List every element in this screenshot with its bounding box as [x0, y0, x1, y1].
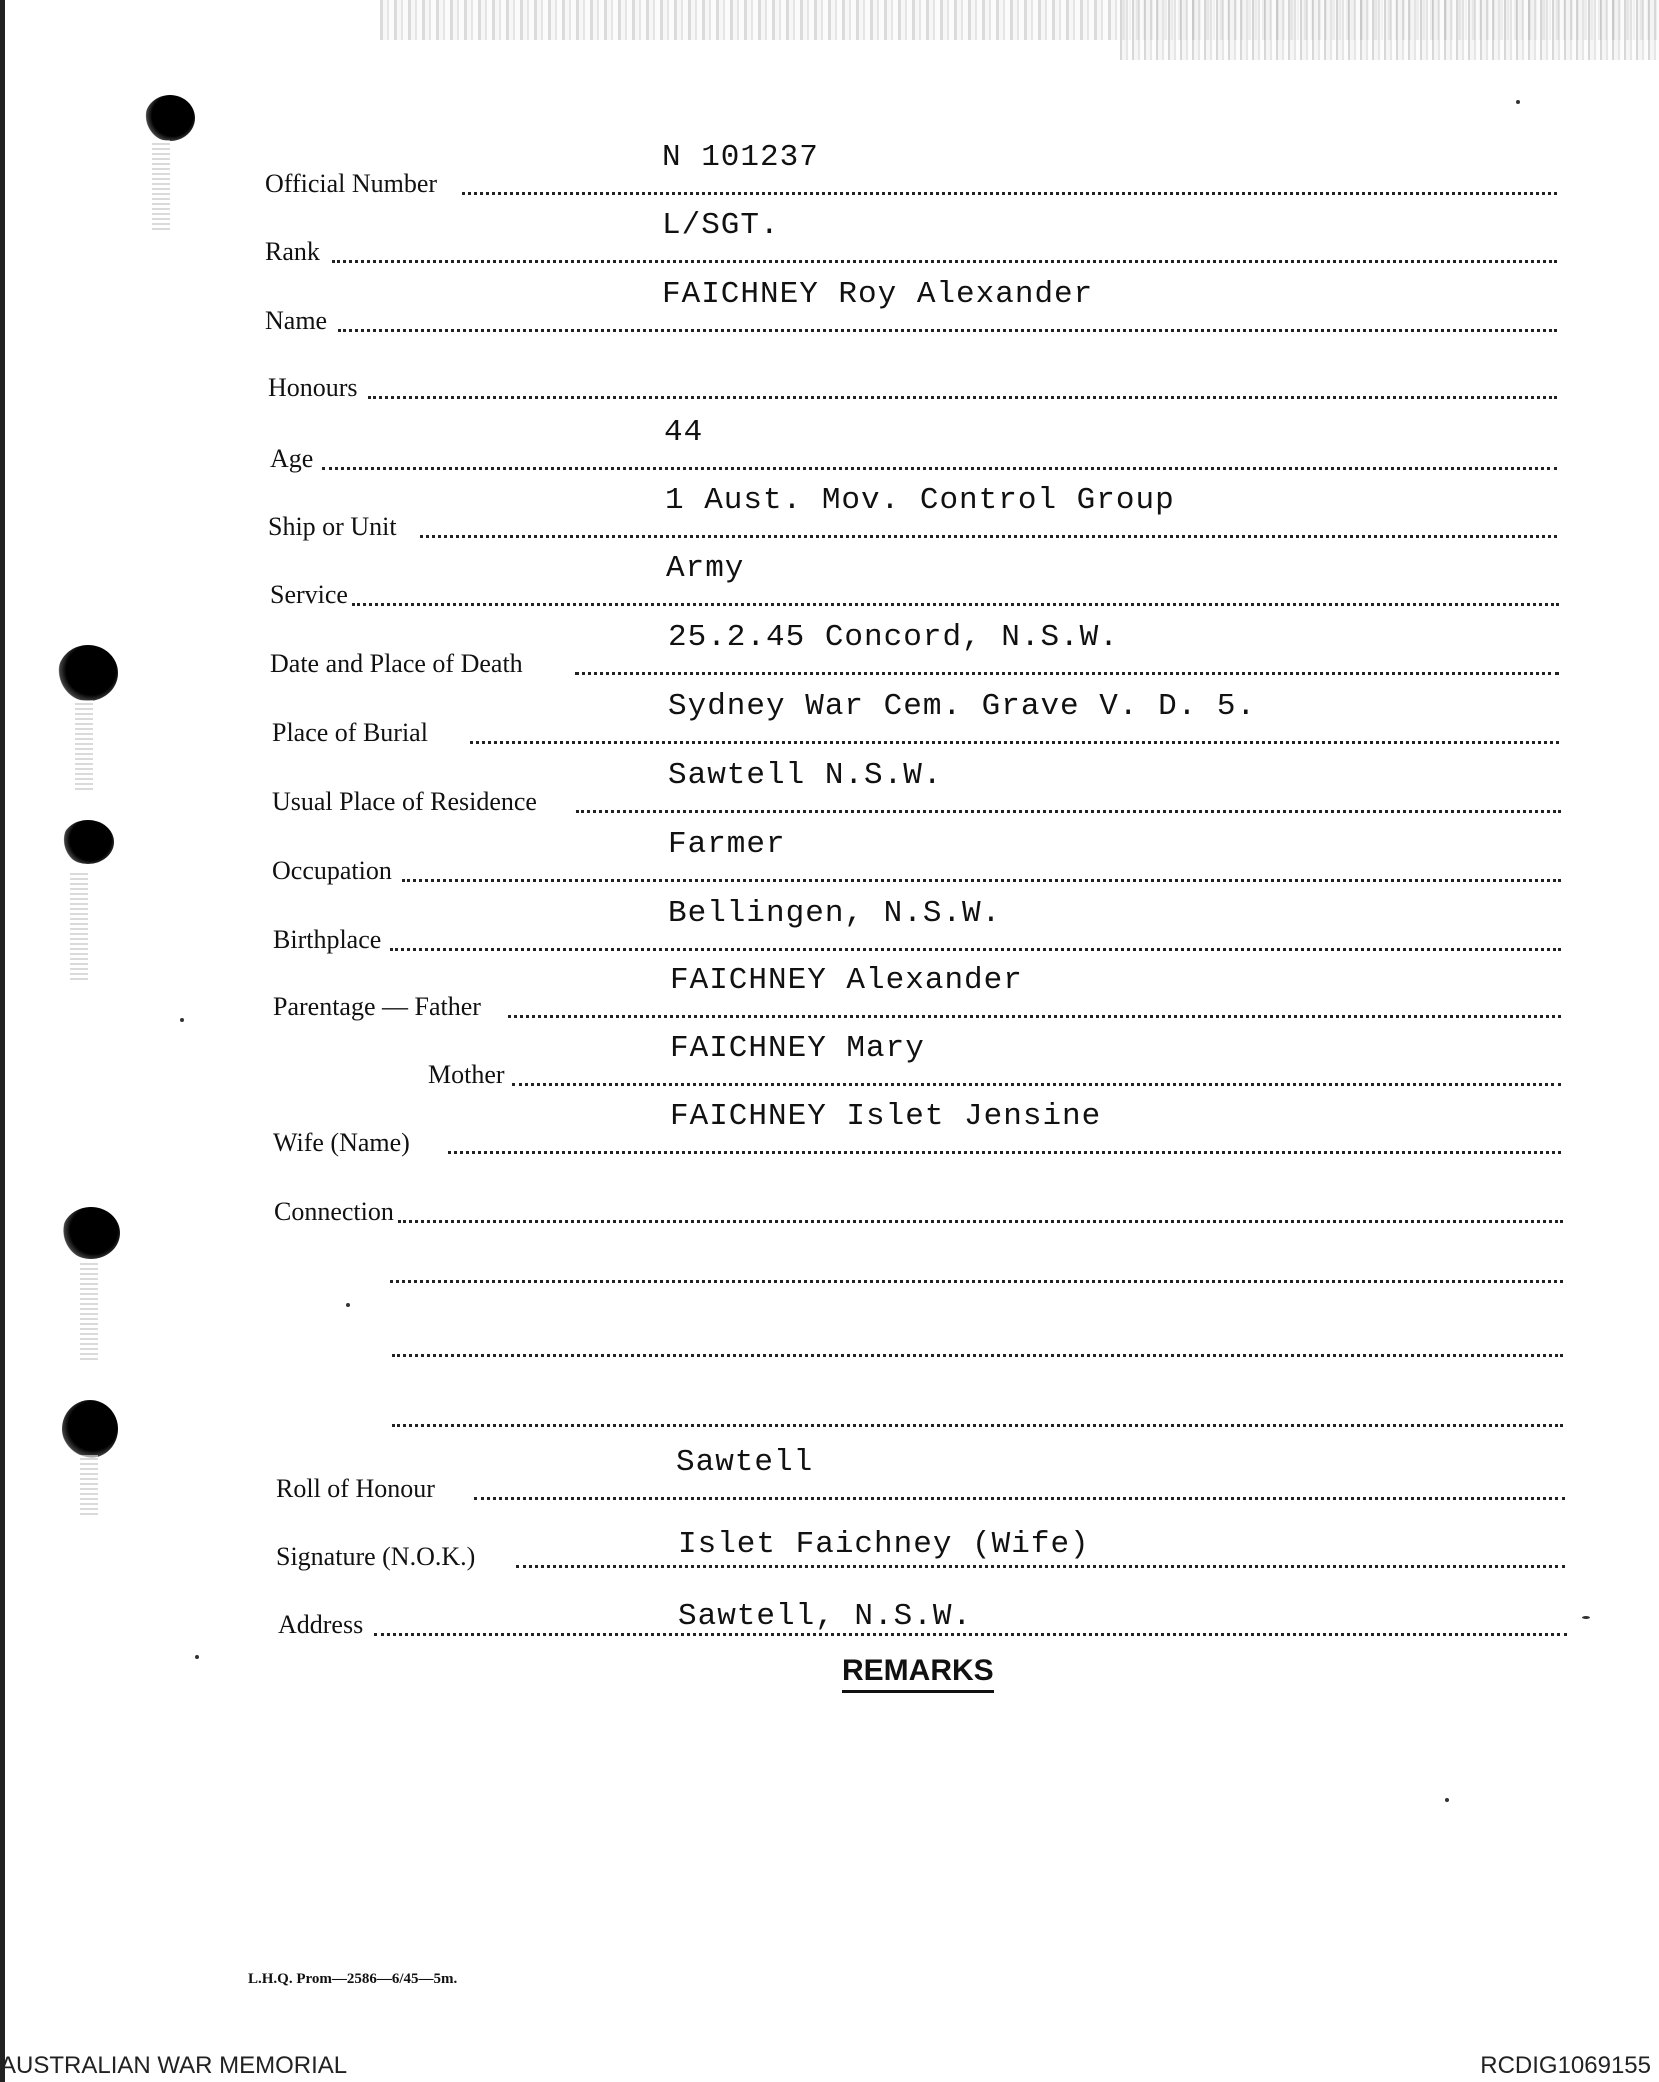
value-signature-nok: Islet Faichney (Wife): [678, 1527, 1090, 1562]
label-wife: Wife (Name): [273, 1128, 410, 1157]
dotted-line: [470, 741, 1559, 744]
remarks-heading: REMARKS: [842, 1654, 994, 1693]
value-father: FAICHNEY Alexander: [670, 963, 1023, 998]
scan-speck: [180, 1018, 184, 1022]
row-father: [0, 950, 1659, 1020]
scan-speck: [1582, 1616, 1590, 1619]
value-birthplace: Bellingen, N.S.W.: [668, 896, 1002, 931]
value-usual-residence: Sawtell N.S.W.: [668, 758, 943, 793]
label-rank: Rank: [265, 237, 320, 266]
footer-record-id: RCDIG1069155: [1480, 2052, 1651, 2079]
row-honours: [0, 331, 1659, 401]
label-address: Address: [278, 1610, 364, 1639]
label-mother: Mother: [428, 1060, 505, 1089]
dotted-line: [575, 672, 1559, 675]
value-service: Army: [666, 551, 745, 586]
row-date-place-death: [0, 607, 1659, 677]
row-wife: [0, 1086, 1659, 1156]
dotted-line: [332, 260, 1557, 263]
value-wife: FAICHNEY Islet Jensine: [670, 1099, 1102, 1134]
value-mother: FAICHNEY Mary: [670, 1031, 925, 1066]
value-date-place-death: 25.2.45 Concord, N.S.W.: [668, 620, 1119, 655]
connection-extra-line: [0, 1359, 1659, 1429]
value-age: 44: [664, 415, 704, 450]
scan-speck: [1516, 100, 1520, 104]
value-official-number: N 101237: [662, 140, 819, 175]
value-rank: L/SGT.: [662, 208, 780, 243]
scan-noise-top-right: [1120, 0, 1659, 60]
scan-speck: [1445, 1798, 1449, 1802]
dotted-line: [392, 1354, 1563, 1357]
label-date-place-death: Date and Place of Death: [270, 649, 523, 678]
label-occupation: Occupation: [272, 856, 392, 885]
label-birthplace: Birthplace: [273, 925, 382, 954]
row-service: [0, 538, 1659, 608]
label-service: Service: [270, 580, 348, 609]
dotted-line: [352, 603, 1559, 606]
dotted-line: [390, 1280, 1563, 1283]
label-connection: Connection: [274, 1197, 394, 1226]
value-roll-of-honour: Sawtell: [676, 1445, 814, 1480]
connection-extra-line: [0, 1289, 1659, 1359]
label-ship-or-unit: Ship or Unit: [268, 512, 397, 541]
label-place-of-burial: Place of Burial: [272, 718, 428, 747]
label-honours: Honours: [268, 373, 358, 402]
print-reference: L.H.Q. Prom—2586—6/45—5m.: [248, 1971, 458, 1987]
scan-speck: [346, 1303, 350, 1307]
row-roll-of-honour: [0, 1432, 1659, 1502]
row-name: [0, 264, 1659, 334]
row-usual-residence: [0, 745, 1659, 815]
scan-speck: [195, 1655, 199, 1659]
row-occupation: [0, 814, 1659, 884]
label-age: Age: [270, 444, 314, 473]
value-occupation: Farmer: [668, 827, 786, 862]
label-father: Parentage — Father: [273, 992, 481, 1021]
row-address: [0, 1568, 1659, 1638]
row-ship-or-unit: [0, 470, 1659, 540]
label-name: Name: [265, 306, 328, 335]
label-official-number: Official Number: [265, 169, 438, 198]
row-rank: [0, 195, 1659, 265]
value-address: Sawtell, N.S.W.: [678, 1599, 973, 1634]
label-signature-nok: Signature (N.O.K.): [276, 1542, 476, 1571]
row-signature-nok: [0, 1500, 1659, 1570]
dotted-line: [402, 879, 1561, 882]
value-ship-or-unit: 1 Aust. Mov. Control Group: [665, 483, 1175, 518]
connection-extra-line: [0, 1215, 1659, 1285]
footer-institution: AUSTRALIAN WAR MEMORIAL: [0, 2052, 348, 2079]
label-roll-of-honour: Roll of Honour: [276, 1474, 435, 1503]
row-place-of-burial: [0, 676, 1659, 746]
row-mother: [0, 1018, 1659, 1088]
dotted-line: [576, 810, 1561, 813]
dotted-line: [448, 1151, 1561, 1154]
dotted-line: [368, 396, 1557, 399]
value-name: FAICHNEY Roy Alexander: [662, 277, 1094, 312]
label-usual-residence: Usual Place of Residence: [272, 787, 537, 816]
row-official-number: [0, 127, 1659, 197]
value-place-of-burial: Sydney War Cem. Grave V. D. 5.: [668, 689, 1257, 724]
row-age: [0, 402, 1659, 472]
dotted-line: [392, 1424, 1563, 1427]
row-birthplace: [0, 883, 1659, 953]
